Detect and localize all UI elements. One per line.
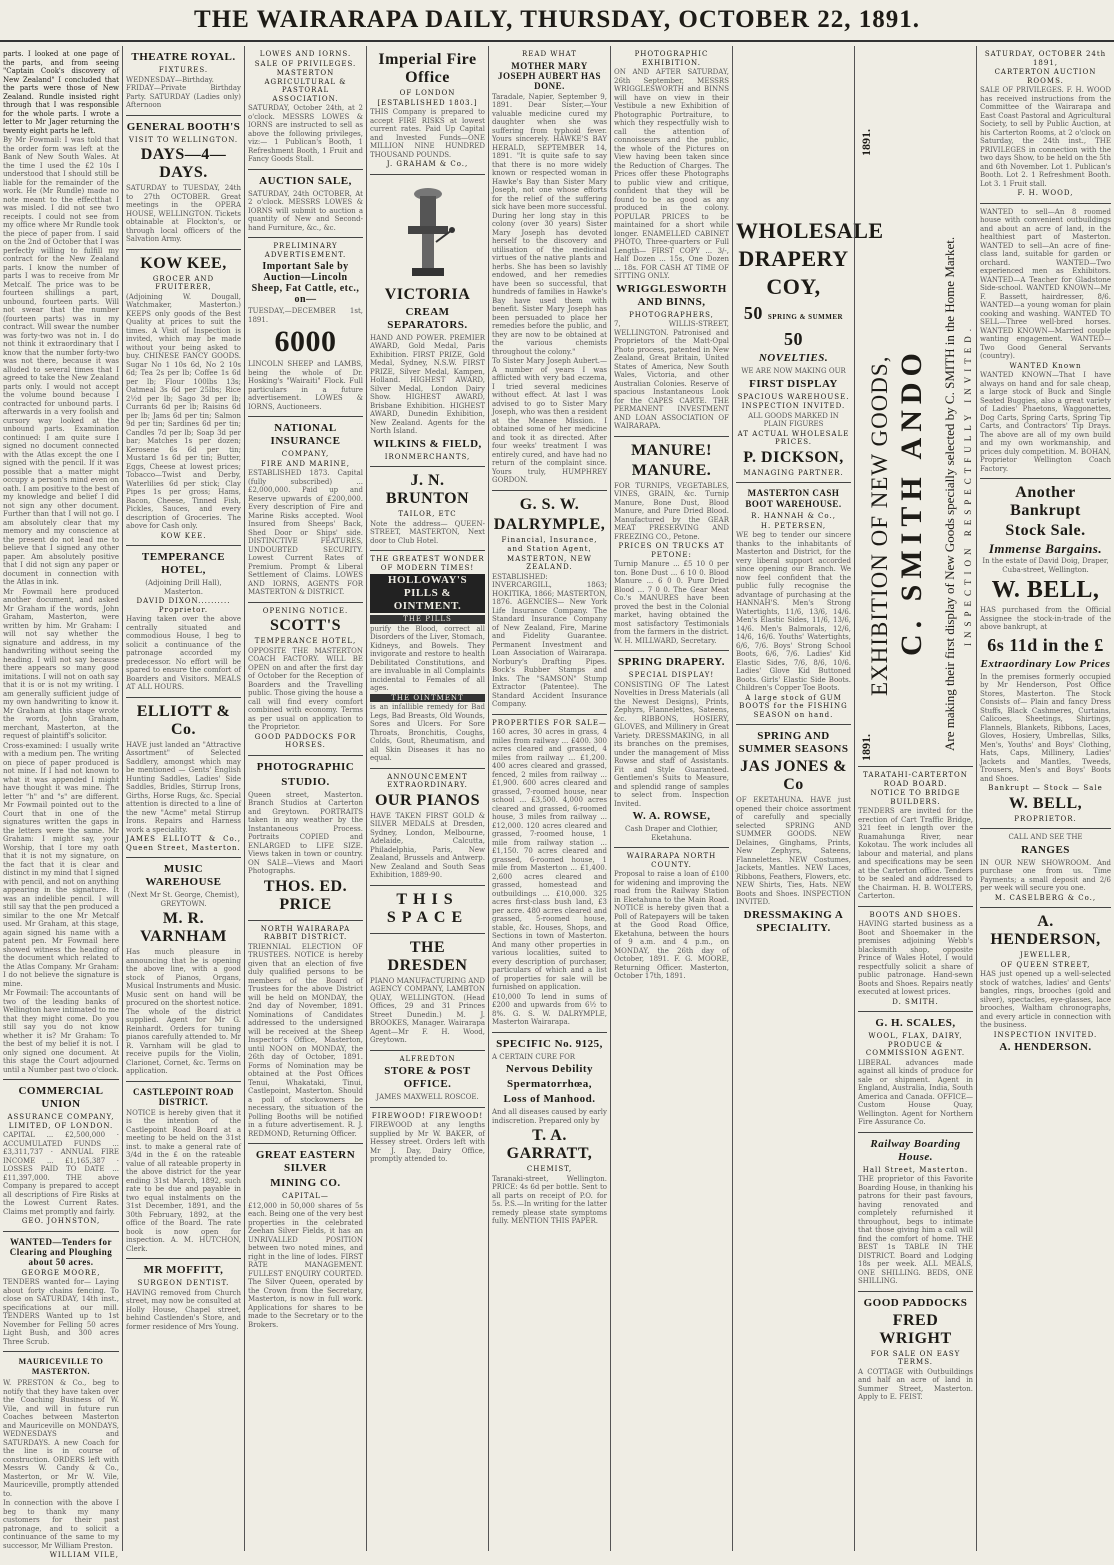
manure-body: FOR TURNIPS, VEGETABLES, VINES, GRAIN, &c. Turnip Manure, Bone Dust, Blood Manure, and Pure Dried Blood. Manufactured by the GEAR MEAT PRESERVING AND FREEZING CO., Petone. (614, 481, 729, 541)
price-title: THOS. ED. PRICE (263, 877, 348, 913)
dressmaking-title: DRESSMAKING A SPECIALITY. (743, 908, 844, 934)
henderson-body: HAS just opened up a well-selected stock of watches, ladies' and Gents' bangles, rings, brooches (gold and silver), spectacles, eye-glasses, lace brooches, Waltham chronographs, and every article in connection with the business. (980, 970, 1111, 1029)
properties-ad (492, 715, 607, 1033)
drapery-title: DRAPERY (738, 246, 849, 271)
alfredton-title: ALFREDTON (399, 1054, 456, 1063)
north-county-body: Proposal to raise a loan of £100 for widening and improving the road from the Railway Station in Eketahuna to the Main Road. NOTICE is hereby given that a Poll of Ratepayers will be taken at the Good Road Office, Eketahuna, between the hours of 9 a.m. and 4 p.m., on MONDAY, the 26th day of October, 1891. F. G. MOORE, Returning Officer. Masterton, October 17th, 1891. (614, 870, 729, 980)
commercial-union-subtitle: ASSURANCE COMPANY, LIMITED, OF LONDON. (7, 1113, 115, 1130)
bridge-body: TENDERS are invited for the erection of Cart Traffic Bridge, 321 feet in length over the Ruamahunga River, near Kokotau. The work includes all labour and material, and plans and specifications may be seen at the Carterton office. Tenders to be sealed and addressed to the Chairman. H. B. WOLTERS, Carterton. (858, 807, 973, 900)
temperance-body: Having taken over the above centrally situated and commodious House, I beg to solicit a continuance of the patronage accorded my predecessor. No effort will be spared to ensure the comfort of Boarders and Visitors. MEALS AT ALL HOURS. (126, 615, 241, 691)
brunton-subtitle: TAILOR, ETC (398, 510, 457, 518)
wright-ad (858, 1292, 973, 1407)
carterton-title: CARTERTON AUCTION ROOMS. (994, 68, 1097, 85)
varnham-title: M. R. VARNHAM (140, 910, 227, 945)
pianos-body: HAVE TAKEN FIRST GOLD & SILVER MEDALS at Dresden, Sydney, London, Melbourne, Adelaide, Calcutta, Philadelphia, Paris, New Zealand, Brussels and Antwerp. New Zealand and South Seas Exhibition, 1889-90. (370, 811, 485, 879)
prices-body: Turnip Manure ... £5 10 0 per ton. Bone Dust ... 6 10 0. Blood Manure ... 6 0 0. Pure Dried Blood ... 7 0 0. The Gear Meat Co.'s MANURES have been proved the best in the Colonial market, having obtained the most satisfactory Testimonials from the farmers in the district. W. H. MILLWARD, Secretary. (614, 560, 729, 645)
music-ad: MUSIC WAREHOUSE (Next Mr St. George, Chemist), GREYTOWN. M. R. VARNHAM Has much pleasure in announcing that he is opening the above line, with a good stock of Pianos, Organs, Musical Instruments and Music. Music sent on hand will be procured on the shortest notice. The whole of the district supplied. Agent for Mr G. Reinhardt. Orders for tuning pianos carefully attended to. Mr R. Varnham will be glad to receive pupils for the Violin, Clarionet, Cornet, &c. Terms on application. (126, 858, 241, 1082)
firewood-body: FIREWOOD at any lengths supplied by Mr W. BAKER, of Hessey street. Orders left with Mr J. Day, Dairy Office, promptly attended to. (370, 1121, 485, 1163)
national-body: ESTABLISHED 1873. Capital (fully subscribed) ... £2,000,000. Paid up and Reserve upwards of £200,000. Every description of Fire and Marine Risks accepted. Wool Insured from Sheeps' Back, Shed Door or Ships' side. DISTINCTIVE FEATURES, UNDOUBTED SECURITY. Lowest Current Rates of Premium. Prompt & Liberal Settlement of Claims. LOWES AND IORNS, AGENTS FOR MASTERTON & DISTRICT. (248, 469, 363, 596)
manhood-title: Loss of Manhood. (503, 1093, 596, 1105)
column-4 (366, 46, 488, 1551)
henderson-ad (980, 908, 1111, 1060)
boots-shoes-title: BOOTS AND SHOES. (869, 910, 962, 919)
scotts-title: SCOTT'S (269, 617, 342, 634)
column-9 (976, 46, 1114, 1551)
column-6 (610, 46, 732, 1551)
prices-title: PRICES ON TRUCKS AT PETONE: (618, 542, 725, 559)
properties-title: PROPERTIES FOR SALE— (492, 718, 607, 727)
vertical-inspection: INSPECTION RESPECTFULLY INVITED. (963, 323, 973, 646)
smith-sign: D. SMITH. (892, 997, 939, 1006)
bankrupt-footer: Bankrupt — Stock — Sale (988, 784, 1103, 792)
booth-subtitle: VISIT TO WELLINGTON. (128, 135, 239, 144)
photographers-title: PHOTOGRAPHERS, (629, 310, 714, 319)
holloways-pre: THE GREATEST WONDER OF MODERN TIMES! (370, 555, 485, 572)
ranges-ad: CALL AND SEE THE RANGES IN OUR NEW SHOWROOM. And purchase one from us. Time Payments; a small deposit and 2/6 per week will secure you one. M. CASELBERG & Co., (980, 829, 1111, 908)
debility-title: Nervous Debility (505, 1063, 594, 1075)
specific-body: Taranaki-street, Wellington. PRICE: 4s 6d per bottle. Sent to all parts on receipt of P.O. for 5s. P.S.—In writing for the latter remedy please state symptoms fully. MENTION THIS PAPER. (492, 1174, 607, 1225)
masthead: THE WAIRARAPA DAILY, THURSDAY, OCTOBER 22, 1891. (0, 0, 1114, 42)
sale-terms: FOR SALE ON EASY TERMS. (870, 1349, 961, 1366)
manure-ad (614, 437, 729, 652)
firewood-title: FIREWOOD! FIREWOOD! (371, 1111, 484, 1120)
prelim-title: PRELIMINARY ADVERTISEMENT. (264, 242, 347, 259)
ranges-title: RANGES (1021, 843, 1070, 856)
cases-number-right: 50 (784, 329, 803, 349)
cases-number: 50 (743, 303, 763, 323)
bankrupt-subtitle: Stock Sale. (1005, 522, 1086, 539)
auction-title: AUCTION SALE, (259, 174, 352, 187)
lowes-sale-ad (248, 46, 363, 170)
immense-title: Immense Bargains. (988, 541, 1103, 556)
scotts-body: OPPOSITE THE MASTERTON COACH FACTORY. WILL BE OPEN on and after the first day of October for the Reception of Boarders and the Travelling public. Those giving the house a call will find every comfort combined with economy. Terms as per usual on application to the Proprietor. (248, 646, 363, 731)
spring-drapery-ad: SPRING DRAPERY. SPECIAL DISPLAY! CONSISTING OF The Latest Novelties in Dress Materials (all the Newest Designs), Prints, Zephyrs, Flannelettes, Sateens, &c. RIBBONS, HOSIERY, GLOVES, and Millinery in Great Variety. DRESSMAKING, in all its branches on the premises, under the management of Miss Rowse and staff of Assistants. Fit and Style Guaranteed. Gentlemen's Suits to Measure, and splendid range of samples to select from. Inspection Invited. W. A. ROWSE, Cash Draper and Clothier, Eketahuna. (614, 651, 729, 848)
theatre-ad (126, 46, 241, 116)
henderson-title: A. HENDERSON, (990, 913, 1101, 948)
varnham-body: Has much pleasure in announcing that he is opening the above line, with a good stock of Pianos, Organs, Musical Instruments and Music. Music sent on hand will be procured on the shortest notice. The whole of the district supplied. Agent for Mr G. Reinhardt. Orders for tuning pianos carefully attended to. Mr R. Varnham will be glad to receive pupils for the Violin, Clarionet, Cornet, &c. Terms on application. (126, 948, 241, 1075)
rabbit-ad (248, 921, 363, 1145)
vertical-exhibition: EXHIBITION OF NEW GOODS, (867, 355, 892, 696)
commercial-union-title: COMMERCIAL UNION (18, 1085, 104, 1110)
cases-label: SPRING & SUMMER (767, 313, 844, 321)
paddocks-title: GOOD PADDOCKS (863, 1296, 968, 1309)
lincoln-body: LINCOLN SHEEP and LAMBS, being the whole of Dr. Hosking's "Wairaiti" Flock. Full particulars in a future advertisement. LOWES & IORNS, Auctioneers. (248, 360, 363, 411)
spring-title: SPRING DRAPERY. (618, 656, 725, 668)
queen-street-title: OF QUEEN STREET, (1000, 960, 1091, 969)
spermatorrhoea-title: Spermatorrhœa, (507, 1078, 592, 1090)
pianos-title: OUR PIANOS (374, 791, 480, 809)
column-1 (0, 46, 122, 1559)
bell-footer: W. BELL, (1008, 794, 1083, 812)
mauriceville-sign: WILLIAM VILE, (49, 1551, 119, 1559)
scotts-ad (248, 603, 363, 756)
temperance-ad: TEMPERANCE HOTEL, (Adjoining Drill Hall), Masterton. DAVID DIXON.......... Proprietor. Having taken over the above centrally situated and commodious House, I beg to solicit a continuance of the patronage accorded my predecessor. No effort will be spared to ensure the comfort of Boarders and Visitors. MEALS AT ALL HOURS. (126, 546, 241, 698)
jeweller-title: JEWELLER, (1019, 951, 1072, 959)
booth-title: GENERAL BOOTH'S (126, 120, 241, 133)
theatre-body: WEDNESDAY—Birthday. FRIDAY—Private Birthday Party. SATURDAY (Ladies only) Afternoon (126, 75, 241, 109)
kowkee-sign: KOW KEE. (160, 531, 207, 540)
wilkins-title: WILKINS & FIELD, (373, 437, 482, 450)
dalrymple-body: ESTABLISHED: INVERCARGILL, 1863; HOKITIKA, 1866; MASTERTON, 1876. AGENCIES— New York Life Insurance Company. The Standard Insurance Company of New Zealand, Fire, Marine and Fidelity Guarantee. Permanent Investment and Loan Association of Wairarapa. Norbury's Drafting Pipes. Bock's Rubber Stamps and Inks. The "SAMSON" Stump Extractor (Patentee). The Standard Accident Insurance Company. (492, 572, 607, 708)
dresden-title: THE DRESDEN (387, 938, 468, 974)
photo-exhibition-ad (614, 46, 729, 437)
bankrupt-title: Another Bankrupt (1010, 484, 1081, 519)
properties-loans: £10,000 To lend in sums of £200 and upwards from 6½ to 8%. G. S. W. DALRYMPLE, Masterton Wairarapa. (492, 992, 607, 1026)
rowse-title: W. A. ROWSE, (632, 810, 711, 822)
moffitt-body: HAVING removed from Church street, may now be consulted at Holly House, Chapel street, behind Castlenden's Store, and former residence of Mrs Young. (126, 1288, 241, 1331)
ointment-body: is an infallible remedy for Bad Legs, Bad Breasts, Old Wounds, Sores and Ulcers. For Sore Throats, Bronchitis, Coughs, Colds, Gout, Rheumatism, and all Skin Diseases it has no equal. (370, 703, 485, 762)
wanted-column-ad (980, 204, 1111, 480)
prelim-ad: PRELIMINARY ADVERTISEMENT. Important Sale by Auction—Lincoln Sheep, Fat Cattle, etc., on— TUESDAY,—DECEMBER 1st, 1891. 6000 LINCOLN SHEEP and LAMBS, being the whole of Dr. Hosking's "Wairaiti" Flock. Full particulars in a future advertisement. LOWES & IORNS, Auctioneers. (248, 238, 363, 417)
commercial-union-ad (3, 1080, 119, 1232)
fire-title: Imperial Fire Office (378, 51, 477, 86)
rabbit-body: TRIENNIAL ELECTION OF TRUSTEES. NOTICE is hereby given that an election of five duly qualified persons to be members of the Board of Trustees for the above District will be held on MONDAY, the 2nd day of November, 1891. Nominations of Candidates addressed to the undersigned will be received at the Sheep Inspector's Office, Masterton, until NOON on MONDAY, the 26th day of October, 1891. Forms of Nomination may be obtained at the Post Offices Tenui, Whakataki, Tinui, Castlepoint, Masterton. Should a poll of stockowners be necessary, the situation of the Polling Booths will be notified in a future advertisement. R. J. REDMOND, Returning Officer. (248, 942, 363, 1138)
wholesale-ad: WHOLESALE DRAPERY COY, 50 SPRING & SUMMER 50 NOVELTIES. WE ARE NOW MAKING OUR FIRST DISPLAY SPACIOUS WAREHOUSE. INSPECTION INVITED. ALL GOODS MARKED IN PLAIN FIGURES AT ACTUAL WHOLESALE PRICES. P. DICKSON, MANAGING PARTNER. (736, 46, 851, 483)
wanted-clearing-contractor: GEORGE MOORE, (21, 1268, 101, 1277)
brunton-title: J. N. BRUNTON (385, 472, 470, 507)
castlepoint-title: CASTLEPOINT ROAD DISTRICT. (132, 1086, 235, 1107)
vertical-year-top: 1891. (859, 129, 873, 156)
dalrymple-title: DALRYMPLE, (493, 515, 606, 533)
victoria-subtitle: CREAM SEPARATORS. (387, 305, 468, 331)
vertical-smith: C. SMITH ANDO (895, 347, 928, 656)
graham-agent: J. GRAHAM & Co., (386, 160, 469, 168)
scales-body: LIBERAL advances made against all kinds of produce for sale or shipment. Agent in England, Australia, India, South America and Canada. OFFICE—Custom House Quay, Wellington. Agent for Northern Fire Assurance Co. (858, 1058, 973, 1126)
wool-title: WOOL, FLAX, DAIRY, PRODUCE & COMMISSION AGENT. (865, 1032, 966, 1057)
spring-summer-title: SPRING AND SUMMER SEASONS (738, 730, 849, 755)
holloways-ad (370, 551, 485, 769)
national-title: NATIONAL INSURANCE (270, 422, 341, 447)
separator-illustration (398, 182, 458, 282)
kowkee-ad (126, 250, 241, 547)
days-title: DAYS—4—DAYS. (140, 146, 227, 181)
railway-ad (858, 1133, 973, 1292)
dalrymple-ad (492, 491, 607, 715)
dresden-body: PIANO MANUFACTURING AND AGENCY COMPANY, LAMBTON QUAY, WELLINGTON. (Head Offices, 29 and 31 Princes Street Dunedin.) M. J. BROOKES, Manager. Wairarapa Agent—Mr F. H. Wood, Greytown. (370, 976, 485, 1044)
holloways-title: HOLLOWAY'S PILLS & OINTMENT. (370, 574, 485, 613)
silver-body: £12,000 in 50,000 shares of 5s each. Being one of the very best properties in the celebrated Zeehan Silver Fields, it has an UNRIVALLED POSITION between two noted mines, and right in the line of lodes. FIRST RATE MANAGEMENT. FULLEST ENQUIRY COURTED. The Silver Queen, operated by the Crown from the Secretary, Masterton, is now in full work. Applications for shares to be made to the Secretary or to the Brokers. (248, 1201, 363, 1329)
auction-body: SATURDAY, 24th OCTOBER, At 2 o'clock. MESSRS LOWES & IORNS will submit to auction a quantity of New and Second-hand Furniture, &c., &c. (248, 189, 363, 232)
specific-title: SPECIFIC No. 9125, (496, 1037, 603, 1050)
commercial-union-body: CAPITAL ... £2,500,000 · ACCUMULATED FUNDS ... £3,311,737 · ANNUAL FIRE INCOME ... £1,165,387 · LOSSES PAID TO DATE ... £11,397,000. THE above Company is prepared to accept all descriptions of Fire Risks at the Lowest Current Rates. Claims met promptly and fairly. (3, 1131, 119, 1216)
special-title: SPECIAL DISPLAY! (628, 671, 715, 679)
bell-title: W. BELL, (991, 577, 1100, 603)
mauriceville-title: MAURICEVILLE TO MASTERTON. (18, 1357, 104, 1376)
photo-title: PHOTOGRAPHIC (256, 760, 355, 773)
boot-title: MASTERTON CASH BOOT WAREHOUSE. (745, 488, 842, 509)
properties-body: 160 acres, 30 acres in grass, 4 miles from railway ... £400. 300 acres cleared and grassed, 4 miles from railway ... £1,200. 400 acres cleared and grassed, fenced, 2 miles from railway ... £1,900. 600 acres cleared and grassed, 7-roomed house, near school ... £3,500. 4,000 acres cleared and grassed, 6-roomed house, 3 miles from railway ... £12,000. 120 acres cleared and grassed, 7-roomed house, 1 mile from railway station ... £1,150. 70 acres cleared and grassed, 6-roomed house, 1 mile from Masterton ... £1,400. 2,600 acres cleared and grassed, homestead and outbuildings ... £10,000. 325 acres first-class bush land, £3 per acre. 480 acres cleared and grassed, 5-roomed house, stable, &c. Houses, Shops, and Sections in town of Masterton. And many other properties in various localities, suited to every description of purchaser, particulars of which and a list of properties for sale will be furnished on application. (492, 728, 607, 991)
railway-title: Railway Boarding House. (870, 1137, 961, 1163)
silver-title: GREAT EASTERN SILVER (255, 1149, 356, 1174)
silver-subtitle: MINING CO. (270, 1177, 341, 1189)
warehouse-title: SPACIOUS WAREHOUSE. (737, 392, 850, 401)
gum-boots: A large stock of GUM BOOTS for the FISHING SEASON on hand. (739, 693, 848, 719)
column-8 (854, 46, 976, 1551)
silver-mining-ad (248, 1144, 363, 1334)
garratt-title: T. A. GARRATT, (506, 1127, 593, 1162)
theatre-title: THEATRE ROYAL. (131, 51, 236, 63)
scales-title: G. H. SCALES, (875, 1017, 956, 1029)
jas-jones-title: JAS JONES & Co (740, 758, 847, 793)
pianos-ad (370, 769, 485, 886)
saturday-title: SATURDAY, OCTOBER 24th 1891, (984, 50, 1107, 67)
first-display-title: FIRST DISPLAY (749, 377, 838, 390)
extraordinary-title: Extraordinary Low Prices (980, 657, 1111, 670)
managing-title: MANAGING PARTNER. (743, 468, 844, 477)
pills-body: purify the Blood, correct all Disorders of the Liver, Stomach, Kidneys, and Bowels. They invigorate and restore to health Debilitated Constitutions, and are invaluable in all Complaints incidental to Females of all ages. (370, 624, 485, 692)
column-2 (122, 46, 244, 1551)
article-continuation-3: Cross-examined: I usually write with a medium pen. The writing on piece of paper produced is not mine. If I had not known to what it was appended I might have thought it was mine. The letter "h" and "s" are different. Mr Fowmail pointed out to the Court that in one of the signatures written the gaps in the letters were the same. Mr Graham: I might say, your Worship, that I tore my oath that it is not my signature, on the fact that it is clear and distinct in my mind that I signed with pencil, and not on anything appearing in the signature. It was an indelible pencil. I will still say that the pen produced a similar to the one Mr Metcalf used. Mr Graham, at this stage, again signed his name with a patent pen. Mr Fowmail here showed witness the heading of the document which related to the Atlas Company. Mr Graham: I do not believe the signature is mine. (3, 741, 119, 988)
society-title: MASTERTON AGRICULTURAL & PASTORAL ASSOCIATION. (264, 69, 347, 103)
kowkee-body: (Adjoining W. Dougall, Watchmaker, Masterton.) KEEPS only goods of the Best Quality at prices to suit the times. A Visit of Inspection is invited, which may be made without your being asked to buy. CHINESE FANCY GOODS. Sugar No 1 10s 6d, No 2 10s 6d; Tea 2s per lb; Coffee 1s 6d per lb; Flour 100lbs 13s; Oatmeal 3s 6d per 25lbs; Rice 2½d per lb; Sago 3d per lb; Currants 6d per lb; Raisins 6d per lb; Jams 6d per tin; Salmon 9d per tin; Sardines 6d per tin; Candles 7d per lb; Soap 3d per bar; Matches 1s per dozen; Kerosene 6s 6d per tin; Mustard 1s 6d per tin; Butter, Eggs, Cheese at lowest prices; Tobacco—Twist and Derby, Waterlilies 6d per stick; Clay Pipes 1s per gross; Hams, Bacon, Cheese, Tinned Fish, Pickles, Sauces, and every description of Groceries. The above for Cash only. (126, 292, 241, 530)
castlepoint-body: NOTICE is hereby given that it is the intention of the Castlepoint Road Board at a meeting to be held on the 31st inst. to make a general rate of 3/4d in the £ on the rateable value of all rateable property in the above district for the year ending 31st March, 1892, such rate to be due and payable in two equal instalments on the 31st December, 1891, and the 30th February, 1892, at the office of the Board. The rate book is now open for inspection. A. M. HUTCHON, Clerk. (126, 1108, 241, 1253)
this-space-title: THIS SPACE (386, 890, 469, 926)
moffitt-subtitle: SURGEON DENTIST. (137, 1279, 230, 1287)
wanted-body-2: WANTED KNOWN—That I have always on hand and for sale cheap, a large stock of Buck and Single Seated Buggies, also a great variety of Ladies' Phaetons, Waggonettes, Dog Carts, Spring Carts, Spring Tip Carts, and Contractors' Tip Drays. The above are all of my own build and my own workmanship, and prices duly competition. M. BOHAN, Proprietor Wellington Coach Factory. (980, 371, 1111, 473)
boots-shoes-body: HAVING started business as a Boot and Shoemaker in the premises adjoining Webb's blacksmith shop, opposite Prince of Wales Hotel, I would respectfully solicit a share of public patronage. Hand-sewn Boots and Shoes. Repairs neatly executed at lowest prices. (858, 920, 973, 996)
henderson-footer: A. HENDERSON. (999, 1041, 1092, 1053)
fire-subtitle: OF LONDON (399, 89, 456, 97)
announcement-title: ANNOUNCEMENT EXTRAORDINARY. (387, 772, 468, 789)
north-county-ad (614, 848, 729, 986)
cream-separator-ad (370, 175, 485, 468)
photo-exhib-title: PHOTOGRAPHIC EXHIBITION. (634, 50, 709, 67)
dalrymple-subtitle-2: and Station Agent, (507, 545, 592, 553)
booth-ad (126, 116, 241, 250)
ointment-label: THE OINTMENT (370, 694, 485, 703)
wrigglesworth-body: 7, WILLIS-STREET, WELLINGTON. Patronised and Proprietors of the Matt-Opal Photo process, patented in New Zealand, Great Britain, United States of America, New South Wales, Victoria, and other Australian Colonies. Reserve of spacious Instantaneous Look for the CAPES CARTE. THE PERMANENT INVESTMENT AND LOAN ASSOCIATION OF WAIRARAPA. (614, 320, 729, 430)
prices-title: AT ACTUAL WHOLESALE PRICES. (737, 429, 850, 446)
wrigglesworth-title: WRIGGLESWORTH AND BINNS, (616, 282, 727, 308)
wanted-known-title: WANTED Known (1009, 361, 1082, 370)
brunton-ad: J. N. BRUNTON TAILOR, ETC Note the address— QUEEN-STREET, MASTERTON, Next door to Club Hotel. (370, 467, 485, 551)
mauriceville-body: W. PRESTON & Co., beg to notify that they have taken over the Coaching Business of W. Vile, and will in future run Coaches between Masterton and Mauriceville on MONDAYS, WEDNESDAYS and SATURDAYS. A new Coach for the line is in course of construction. ORDERS left with Messrs W. Candy & Co., Masterton, or Mr W. Vile, Mauriceville, promptly attended to. (3, 1379, 119, 1498)
manure-subtitle: MANURE. (631, 461, 712, 479)
price-title: 6s 11d in the £ (987, 634, 1104, 655)
national-sub: COMPANY, (281, 450, 330, 458)
kowkee-subtitle: GROCER AND FRUITERER, (152, 274, 215, 291)
hall-street: Hall Street, Masterton. (862, 1165, 969, 1174)
vertical-display: Are making their first display of New Goods specially selected by C. SMITH in the Home Market. (942, 236, 957, 751)
dresden-ad (370, 934, 485, 1051)
carterton-auction-ad (980, 46, 1111, 204)
specific-ad: SPECIFIC No. 9125, A CERTAIN CURE FOR Nervous Debility Spermatorrhœa, Loss of Manhood. And all diseases caused by early indiscretion. Prepared only by T. A. GARRATT, CHEMIST, Taranaki-street, Wellington. PRICE: 4s 6d per bottle. Sent to all parts on receipt of P.O. for 5s. P.S.—In writing for the latter remedy please state symptoms fully. MENTION THIS PAPER. (492, 1037, 607, 1225)
elliott-ad: ELLIOTT & Co. HAVE just landed an "Attractive Assortment" of Selected Saddlery, amongst which may be mentioned — Gents' English Hunting Saddles, Ladies' Side Saddles, Bridles, Stirrup Irons, Girths, Horse Rugs, &c. Special attention is directed to a line of the new "Acme" metal Stirrup Irons. Repairs and Harness work a speciality. JAMES ELLIOTT & Co., Queen Street, Masterton. (126, 698, 241, 859)
manure-title: MANURE! (631, 441, 712, 459)
ranges-body: IN OUR NEW SHOWROOM. And purchase one from us. Time Payments; a small deposit and 2/6 per week will secure you one. (980, 858, 1111, 892)
lowes-title: LOWES AND IORNS. (259, 50, 352, 58)
dalrymple-place: MASTERTON, NEW ZEALAND. (507, 554, 592, 571)
wilkins-subtitle: IRONMERCHANTS, (384, 452, 471, 461)
temperance-proprietor: DAVID DIXON.......... Proprietor. (136, 597, 231, 614)
victoria-title: VICTORIA (384, 285, 471, 303)
moffitt-ad (126, 1259, 241, 1336)
booth-body: SATURDAY to TUESDAY, 24th to 27th OCTOBER. Great meetings in the OPERA HOUSE, WELLINGTON. Tickets obtainable at Flockton's, or through local officers of the Salvation Army. (126, 184, 241, 243)
column-3 (244, 46, 366, 1551)
this-space-ad (370, 886, 485, 934)
moffitt-title: MR MOFFITT, (143, 1264, 224, 1276)
coy-title: COY, (766, 274, 821, 299)
sale-title: SALE OF PRIVILEGES. (254, 59, 357, 68)
music-title: MUSIC WAREHOUSE (145, 863, 222, 888)
fire-body: THIS Company is prepared to accept FIRE RISKS at lowest current rates. Paid Up Capital and Invested Funds—ONE MILLION NINE HUNDRED THOUSAND POUNDS. (370, 108, 485, 159)
railway-body: THE proprietor of this Favorite Boarding House, in thanking his patrons for their past favours, having renovated and completely refurnished it throughout, begs to intimate that those giving him a call will find the comfort of home. THE BEST 1s TABLE IN THE DISTRICT. Board and Lodging 18s per week. ALL MEALS, ONE SHILLING. BEDS, ONE SHILLING. (858, 1175, 973, 1285)
smith-exhibition-ad (858, 46, 973, 767)
novelties-title: NOVELTIES. (758, 352, 829, 364)
bankrupt-body: In the premises formerly occupied by Mr Henderson, Post Office Stores, Masterton. The Stock Consists of— Plain and fancy Dress Stuffs, Black Cashmeres, Curtains, Calicoes, Sheetings, Shirtings, Flannels, Blankets, Ribbons, Laces, Gloves, Hosiery, Umbrellas, Silks, Men's, Youths' and Boys' Clothing, Hats, Caps, Millinery, Ladies' Jackets and Mantles, Tweeds, Trousers, Men's and Boys' Boots and Shoes. (980, 672, 1111, 783)
mauriceville-body-2: In connection with the above I beg to thank my many customers for their past patronage, and to solicit a continuance of the same to my successor, Mr William Preston. (3, 1499, 119, 1550)
chemist-title: CHEMIST, (526, 1165, 573, 1173)
wanted-body: WANTED to sell—An 8 roomed house with convenient outbuildings and about an acre of land, in the healthiest part of Masterton. WANTED to sell—An acre of fine-class land, suitable for garden or orchard. WANTED—Two experienced men as Exhibitors. WANTED—A Teacher for Gladstone Side-school. WANTED KNOWN—Mr F. Bassett, hairdresser, 8/6. WANTED—a young woman for plain cooking and washing. WANTED TO SELL—Three well-bred horses. WANTED KNOWN—Married couple wanting engagement. WANTED—Two Good General Servants (country). (980, 207, 1111, 360)
national-sub-2: FIRE AND MARINE, (261, 459, 350, 468)
wright-body: A COTTAGE with Outbuildings and half an acre of land in Summer Street, Masterton. Apply to E. FEIST. (858, 1367, 973, 1401)
commercial-union-agent: GEO. JOHNSTON, (21, 1217, 101, 1225)
taratahi-title: TARATAHI-CARTERTON ROAD BOARD. (863, 771, 968, 788)
national-ad (248, 417, 363, 603)
inspection-title: INSPECTION INVITED. (993, 1030, 1098, 1039)
proprietor-title: PROPRIETOR. (1014, 814, 1077, 823)
sale-body: SATURDAY, October 24th, at 2 o'clock. MESSRS LOWES & IORNS are instructed to sell as above the following privileges, viz:— 1 Publican's Booth, 1 Refreshment Booth, 1 Fruit and Fancy Goods Stall. (248, 104, 363, 163)
vertical-year-bottom: 1891. (859, 734, 873, 761)
inspection-title: INSPECTION INVITED. (741, 402, 846, 410)
opening-title: OPENING NOTICE. (262, 606, 349, 615)
imperial-fire-ad (370, 46, 485, 175)
wanted-tenders: TENDERS wanted for— Laying about forty chains fencing. To close on SATURDAY, 14th inst., specifications at our mill. TENDERS Wanted up to 1st November for Felling 50 acres Light Bush, and 300 acres Three Scrub. (3, 1278, 119, 1346)
kowkee-title: KOW KEE, (140, 254, 227, 272)
bridge-ad (858, 767, 973, 907)
aubert-body-2: To Sister Mary Joseph Aubert.—A number of years I was afflicted with very bad eczema, I tried several medicines without effect. At last I was advised to go to Sister Mary Joseph, who was then a resident at the Meanee Mission. I obtained some of her medicine and took it as directed. After four weeks' treatment I was entirely cured, and have had no return of the complaint since. Yours truly, HUMPHREY GORDON. (492, 357, 607, 484)
scotts-subtitle: TEMPERANCE HOTEL, (254, 637, 357, 645)
elliott-title: ELLIOTT & Co. (136, 702, 231, 738)
wright-title: FRED WRIGHT (879, 1311, 952, 1347)
alfredton-ad: ALFREDTON STORE & POST OFFICE. JAMES MAXWELL ROSCOE. (370, 1051, 485, 1108)
boots-shoes-ad (858, 907, 973, 1013)
column-5 (488, 46, 610, 1551)
goods-title: GOOD PADDOCKS FOR HORSES. (254, 732, 357, 749)
article-continuation-2: Mr Fowmail here produced another document, and asked Mr Graham if the words, John Graham, Masterton, were written by him. Mr Graham: I will not say whether the signature and address, in my handwriting without seeing the heading. I will not say because there appears so many good imitations. I will not on oath say that it is or is not my writing. I am generally sufficient judge of my own handwriting to know it. Mr Graham at this stage wrote the words, John Graham, merchant, Masterton, at the request of plaintiff's solicitor. (3, 587, 119, 740)
auction-ad (248, 170, 363, 239)
bridge-title: NOTICE TO BRIDGE BUILDERS. (870, 789, 961, 806)
article-continuation: By Mr Fowmail: I was told that the order form was left at the Bank of New South Wales. At the time I used the £2 10s I understood that I should still be liable for the remainder of the work. He (Mr Rundle) made no note meant to the effectthat I was misled. I did not see two receipts. I could not see from my office where Mr Rundle took the piece of paper from. I said on the 2nd of October that I was perfectly willing to fulfill my contract for the New Zealand parts. I know the number of parts I was to receive from Mr Metcalf. The price was to be fourteen shillings a part, unbound, fourteen parts. Will not swear that the number (fourteen parts) was in my contract. Will swear the number was forty-two was not in. I do not think it extraordinary that I know that the number forty-two was not there, because it was alluded to several times that I agreed to take the New Zealand parts only. I would not accept the volume bound because I contracted for unbound parts. I afterwards in a very foolish and cursory way looked at the unbound parts. Examination continued: I am quite sure I signed no document connected with the Atlas except the one I signed with the pencil. If it was possible that a matter might occupy a person's mind even on oath. I am positive to the best of my knowledge and belief I did not sign any other document. Further than that I will not go. I am absolutely clear that my memory and my conscience at the present do not lead me to believe that I signed any other paper. Am absolutely positive that I did not sign any paper or document in connection with the Atlas in ink. (3, 136, 119, 586)
photo-subtitle: STUDIO. (281, 775, 330, 788)
theatre-subtitle: FIXTURES. (158, 66, 209, 74)
boot-warehouse-ad (736, 483, 851, 725)
wood-sign: F. H. WOOD, (1017, 189, 1074, 197)
boot-body: WE beg to tender our sincere thanks to the inhabitants of Masterton and District, for the very liberal support accorded since opening our Branch. We now feel confident that the public fully recognise the advantage of purchasing at the HANNAH'S. Men's Strong Watertights, 11/6, 13/6, 14/6. Men's Elastic Sides, 11/6, 13/6, 14/6. Men's Balmorals, 12/6, 14/6, 16/6. Youths' Watertights, 6/6, 7/6. Boys' Strong School Boots, 6/6, 7/6. Ladies' Kid Elastic Sides, 7/6, 8/6, 10/6. Ladies' Glove Kid Buttoned Boots. Girls' Elastic Side Boots. Children's Copper Toe Boots. (736, 531, 851, 692)
photo-exhib-body: ON AND AFTER SATURDAY, 26th September, MESSRS WRIGGLESWORTH and BINNS will have on view in their Vestibule a new Exhibition of Photographic Portraiture, to which they respectfully wish to call the attention of connoisseurs and the public, the whole of the Pictures on View having been taken since the Reduction of Charges. The Prices offer these Photographs to public view and critique, confident that they will be found to be as good as any produced in the colony. POPULAR PRICES to be maintained for a short while longer. ENAMELLED CABINET PHOTO, Three-quarters or Full Length— FIRST COPY ... 3/-, Half Dozen ... 15s, One Dozen ... 18s. FOR CASH AT TIME OF SITTING ONLY. (614, 68, 729, 280)
wanted-clearing-title: WANTED—Tenders for Clearing and Ploughing about 50 acres. (9, 1236, 113, 1267)
wholesale-title: WHOLESALE (736, 218, 884, 243)
store-title: STORE & POST OFFICE. (384, 1065, 471, 1090)
photo-studio-ad (248, 756, 363, 921)
spring-body: CONSISTING OF The Latest Novelties in Dress Materials (all the Newest Designs), Prints, Zephyrs, Flannelettes, Sateens, &c. RIBBONS, HOSIERY, GLOVES, and Millinery in Great Variety. DRESSMAKING, in all its branches on the premises, under the management of Miss Rowse and staff of Assistants. Fit and Style Guaranteed. Gentlemen's Suits to Measure, and splendid range of samples to select from. Inspection Invited. (614, 680, 729, 808)
temperance-title: TEMPERANCE HOTEL, (141, 551, 226, 576)
aubert-body: Taradale, Napier, September 9, 1891. Dear Sister,—Your valuable medicine cured my daughter when she was suffering from typhoid fever. Yours sincerely. HAWKE'S BAY HERALD, SEPTEMBER 14, 1891. "It is quite safe to say that there is no more widely known or respected woman in Hawke's Bay than Sister Mary Joseph, not one whose efforts for the relief of the suffering sick have been more successful. During her long stay in this colony (over 30 years) Sister Mary Joseph has devoted herself to the discovery and utilisation of the medicinal virtues of the native plants and herbs. She has been so lavishly endowed, and her remedies have been so successful, that hundreds of families in Hawke's Bay have used them with benefit. Sister Mary Joseph has been persuaded to place her remedies before the public, and they are now to be obtained at the various chemists throughout the colony." (492, 92, 607, 356)
article-continuation-4: Mr Fowmail: The accountants of two of the leading banks of Wellington have intimated to me that they might come. Do you still say you do not know whether it is? Mr Graham: To the best of my belief it is not. I only signed one document. At this stage the Court adjourned until a Number past two o'clock. (3, 989, 119, 1074)
elliott-body: HAVE just landed an "Attractive Assortment" of Selected Saddlery, amongst which may be mentioned — Gents' English Hunting Saddles, Ladies' Side Saddles, Bridles, Stirrup Irons, Girths, Horse Rugs, &c. Special attention is directed to a line of the new "Acme" metal Stirrup Irons. Repairs and Harness work a speciality. (126, 740, 241, 834)
hannah-title: R. HANNAH & Co., (751, 512, 836, 520)
wanted-clearing-ad (3, 1232, 119, 1353)
castlepoint-ad (126, 1082, 241, 1260)
north-county-title: WAIRARAPA NORTH COUNTY. (626, 852, 717, 869)
aubert-ad (492, 46, 607, 491)
article-text: parts. I looked at one page of the parts, and from seeing "Captain Cook's discovery of New Zealand" I concluded that the parts were those of New Zealand. Rundle insisted right through that I was responsible for the whole parts. I wrote a letter to Mr Jager returning the twenty eight parts he left. (3, 50, 119, 135)
carterton-body: SALE OF PRIVILEGES. F. H. WOOD has received instructions from the Committee of the Wairarapa and East Coast Pastoral and Agricultural Society, to sell by Public Auction, at his Carterton Rooms, at 2 o'clock on Saturday, the 24th inst., THE PRIVILEGES in connection with the two days Show, to be held on the 5th and 6th November. Lot 1. Publican's Booth. Lot 2. 1 Refreshment Booth. Lot 3. 1 Fruit stall. (980, 86, 1111, 188)
rabbit-title: NORTH WAIRARAPA RABBIT DISTRICT. (260, 924, 351, 941)
jas-jones-ad (736, 725, 851, 941)
bankrupt-ad: Another Bankrupt Stock Sale. Immense Bargains. In the estate of David Doig, Draper, Cuba-street, Wellington. W. BELL, HAS purchased from the Official Assignee the stock-in-trade of the above bankrupt, at 6s 11d in the £ Extraordinary Low Prices In the premises formerly occupied by Mr Henderson, Post Office Stores, Masterton. The Stock Consists of— Plain and fancy Dress Stuffs, Black Cashmeres, Curtains, Calicoes, Sheetings, Shirtings, Flannels, Blankets, Ribbons, Laces, Gloves, Hosiery, Umbrellas, Silks, Men's, Youths' and Boys' Clothing, Hats, Caps, Millinery, Ladies' Jackets and Mantles, Tweeds, Trousers, Men's and Boys' Boots and Shoes. Bankrupt — Stock — Sale W. BELL, PROPRIETOR. (980, 479, 1111, 829)
capital-label: CAPITAL— (282, 1192, 329, 1200)
petersen-title: H. PETERSEN, (760, 521, 827, 530)
dalrymple-subtitle: Financial, Insurance, (501, 535, 598, 544)
scales-ad (858, 1012, 973, 1133)
photo-body: Queen street, Masterton. Branch Studios at Carterton and Greytown. PORTRAITS taken in any weather by the Instantaneous Process. Portraits COPIED and ENLARGED to LIFE SIZE. Views taken in town or country. ON SALE—Views and Maori Photographs. (248, 790, 363, 875)
pills-label: THE PILLS (370, 615, 485, 624)
read-title: READ WHAT (522, 50, 577, 58)
fire-established: [ESTABLISHED 1803.] (377, 98, 478, 107)
mauriceville-ad (3, 1352, 119, 1565)
gsw-title: G. S. W. (519, 495, 580, 513)
lincoln-number: 6000 (274, 325, 337, 358)
important-title: Important Sale by Auction—Lincoln Sheep, Fat Cattle, etc., on— (251, 261, 360, 305)
caselberg-title: M. CASELBERG & Co., (994, 893, 1097, 902)
jas-jones-body: OF EKETAHUNA. HAVE just opened their choice assortment of carefully and specially selected SPRING AND SUMMER GOODS. NEW Delaines, Ginghams, Prints, New Zephyrs, Sateens, Flannelettes. NEW Costumes, Jackets, Mantles. NEW Laces, Ribbons, Feathers, Flowers, etc. NEW Shirts, Ties, Hats. NEW Boots and Shoes. INSPECTION INVITED. (736, 796, 851, 906)
victoria-body: HAND AND POWER. PREMIER AWARD, Gold Medal, Paris Exhibition. FIRST PRIZE, Gold Medal, Sydney, N.S.W. FIRST PRIZE, Silver Medal, Kampen, Holland. HIGHEST AWARD, Silver Medal, London Dairy Show. HIGHEST AWARD, Brisbane Exhibition. HIGHEST AWARD, Dunedin Exhibition, New Zealand. Agents for the North Island. (370, 333, 485, 435)
firewood-ad (370, 1108, 485, 1169)
mother-title: MOTHER MARY JOSEPH AUBERT HAS DONE. (497, 60, 602, 91)
dickson-title: P. DICKSON, (743, 448, 844, 466)
